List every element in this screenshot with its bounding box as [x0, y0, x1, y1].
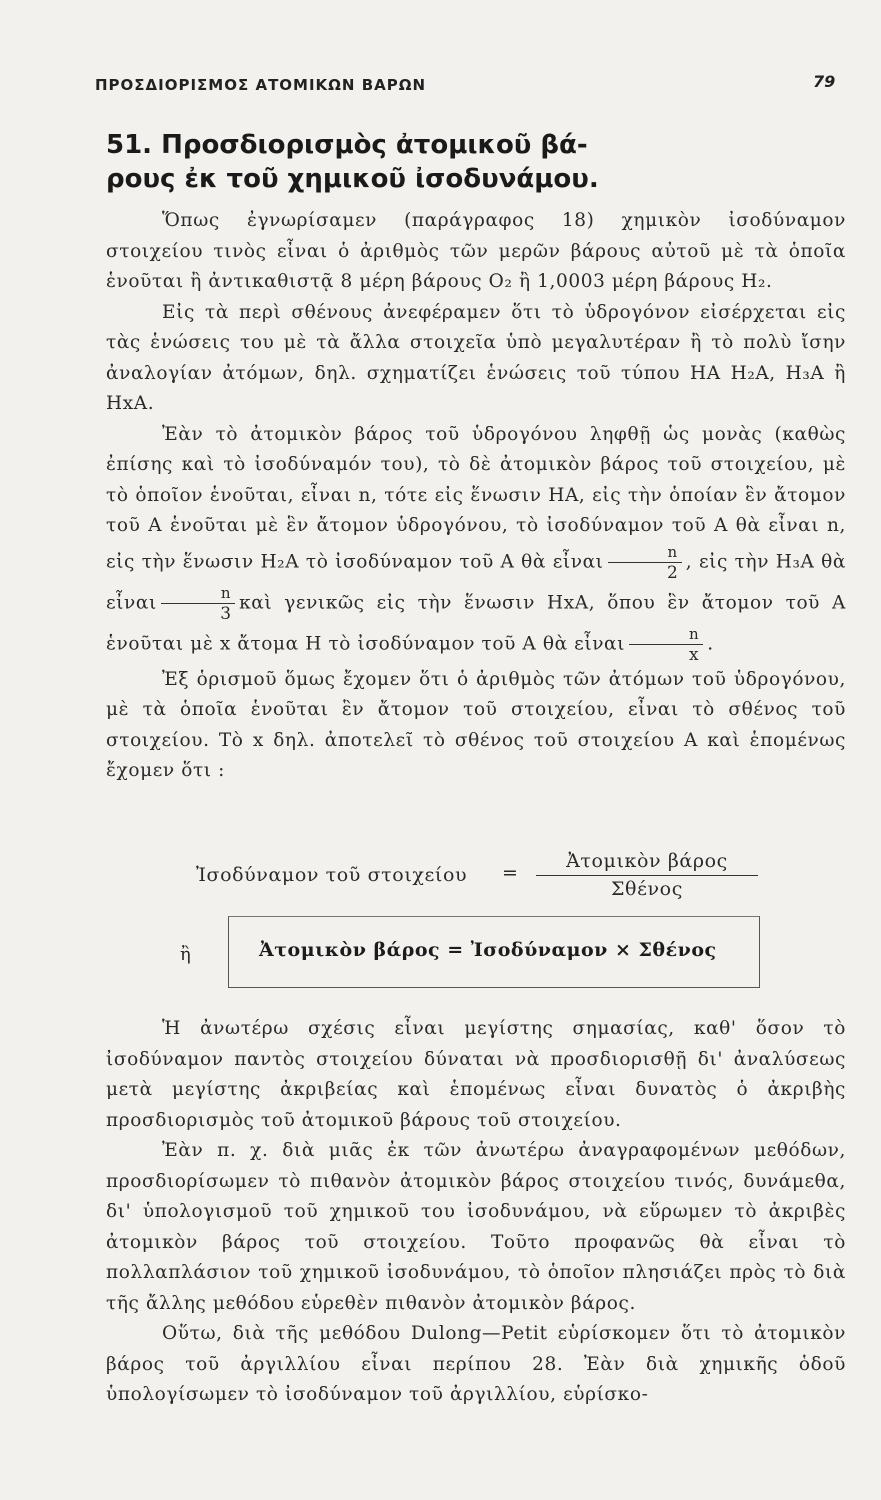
section-title: 51. Προσδιορισμὸς ἀτομικοῦ βά- ρους ἐκ τοῦ χημικοῦ ἰσοδυνάμου.: [106, 130, 599, 194]
fraction-numerator: n: [629, 624, 703, 645]
paragraph-2: Εἰς τὰ περὶ σθένους ἀνεφέραμεν ὅτι τὸ ὑδρογόνον εἰσέρχεται εἰς τὰς ἑνώσεις του μὲ τὰ ἄλλα στοιχεῖα ὑπὸ μεγαλυτέραν ἢ τὸ πολὺ ἴσην ἀναλογίαν ἀτόμων, δηλ. σχηματίζει ἑνώσεις τοῦ τύπου HA H₂A, H₃A ἢ HxA.: [106, 301, 846, 414]
paragraph-3: [106, 420, 846, 665]
formula-fraction: [536, 850, 758, 900]
boxed-formula-text: Ἀτομικὸν βάρος = Ἰσοδύναμον × Σθένος: [259, 939, 717, 961]
formula-prefix: ἢ: [180, 944, 191, 965]
body-block-1: [106, 206, 846, 787]
fraction-n-over-x: [629, 624, 703, 665]
fraction-numerator: n: [608, 542, 682, 563]
paragraph-3-part-b: , εἰς τὴν H₃A θὰ εἶναι: [106, 551, 846, 613]
paragraph-4: Ἐξ ὁρισμοῦ ὅμως ἔχομεν ὅτι ὁ ἀριθμὸς τῶν ἀτόμων τοῦ ὑδρογόνου, μὲ τὰ ὁποῖα ἑνοῦται ἓν ἄτομον τοῦ στοιχείου, εἶναι τὸ σθένος τοῦ στοιχείου. Τὸ x δηλ. ἀποτελεῖ τὸ σθένος τοῦ στοιχείου A καὶ ἑπομένως ἔχομεν ὅτι :: [106, 668, 846, 781]
paragraph-3-part-a: Ἐὰν τὸ ἀτομικὸν βάρος τοῦ ὑδρογόνου ληφθῇ ὡς μονὰς (καθὼς ἐπίσης καὶ τὸ ἰσοδύναμόν του), τὸ δὲ ἀτομικὸν βάρος τοῦ στοιχείου, μὲ τὸ ὁποῖον ἑνοῦται, εἶναι n, τότε εἰς ἕνωσιν HA, εἰς τὴν ὁποίαν ἓν ἄτομον τοῦ A ἑνοῦται μὲ ἓν ἄτομον ὑδρογόνου, τὸ ἰσοδύναμον τοῦ A θὰ εἶναι n, εἰς τὴν ἕνωσιν H₂A τὸ ἰσοδύναμον τοῦ A θὰ εἶναι: [106, 423, 846, 572]
fraction-numerator: n: [161, 583, 235, 604]
running-header: ΠΡΟΣΔΙΟΡΙΣΜΟΣ ΑΤΟΜΙΚΩΝ ΒΑΡΩΝ: [95, 76, 427, 94]
formula-denominator: Σθένος: [611, 878, 683, 900]
fraction-n-over-2: [608, 542, 682, 583]
boxed-formula: [228, 916, 760, 988]
fraction-denominator: 2: [666, 562, 679, 583]
paragraph-1: Ὅπως ἐγνωρίσαμεν (παράγραφος 18) χημικὸν ἰσοδύναμον στοιχείου τινὸς εἶναι ὁ ἀριθμὸς τῶν μερῶν βάρους αὐτοῦ μὲ τὰ ὁποῖα ἑνοῦται ἢ ἀντικαθιστᾷ 8 μέρη βάρους O₂ ἢ 1,0003 μέρη βάρους H₂.: [106, 210, 846, 292]
formula-numerator: Ἀτομικὸν βάρος: [536, 850, 758, 876]
paragraph-3-part-c: καὶ γενικῶς εἰς τὴν ἕνωσιν HxA, ὅπου ἓν ἄτομον τοῦ A ἑνοῦται μὲ x ἄτομα H τὸ ἰσοδύναμον τοῦ A θὰ εἶναι: [106, 592, 846, 654]
fraction-n-over-3: [161, 583, 235, 624]
page-number: 79: [813, 72, 836, 91]
paragraph-5: Ἡ ἀνωτέρω σχέσις εἶναι μεγίστης σημασίας, καθ' ὅσον τὸ ἰσοδύναμον παντὸς στοιχείου δύναται νὰ προσδιορισθῇ δι' ἀναλύσεως μετὰ μεγίστης ἀκριβείας καὶ ἑπομένως εἶναι δυνατὸς ὁ ἀκριβὴς προσδιορισμὸς τοῦ ἀτομικοῦ βάρους τοῦ στοιχείου.: [106, 1018, 846, 1131]
formula-lhs: Ἰσοδύναμον τοῦ στοιχείου: [196, 864, 468, 886]
paragraph-6: Ἐὰν π. χ. διὰ μιᾶς ἐκ τῶν ἀνωτέρω ἀναγραφομένων μεθόδων, προσδιορίσωμεν τὸ πιθανὸν ἀτομικὸν βάρος στοιχείου τινός, δυνάμεθα, δι' ὑπολογισμοῦ τοῦ χημικοῦ του ἰσοδυνάμου, νὰ εὕρωμεν τὸ ἀκριβὲς ἀτομικὸν βάρος τοῦ στοιχείου. Τοῦτο προφανῶς θὰ εἶναι τὸ πολλαπλάσιον τοῦ χημικοῦ ἰσοδυνάμου, τὸ ὁποῖον πλησιάζει πρὸς τὸ διὰ τῆς ἄλλης μεθόδου εὑρεθὲν πιθανὸν ἀτομικὸν βάρος.: [106, 1140, 846, 1314]
body-block-2: [106, 1014, 846, 1411]
paragraph-3-end: .: [707, 633, 714, 654]
paragraph-7: Οὕτω, διὰ τῆς μεθόδου Dulong—Petit εὑρίσκομεν ὅτι τὸ ἀτομικὸν βάρος τοῦ ἀργιλλίου εἶναι περίπου 28. Ἐὰν διὰ χημικῆς ὁδοῦ ὑπολογίσωμεν τὸ ἰσοδύναμον τοῦ ἀργιλλίου, εὑρίσκο-: [106, 1323, 846, 1405]
formula-equals: =: [502, 862, 519, 884]
fraction-denominator: 3: [220, 603, 232, 624]
fraction-denominator: x: [689, 644, 700, 665]
